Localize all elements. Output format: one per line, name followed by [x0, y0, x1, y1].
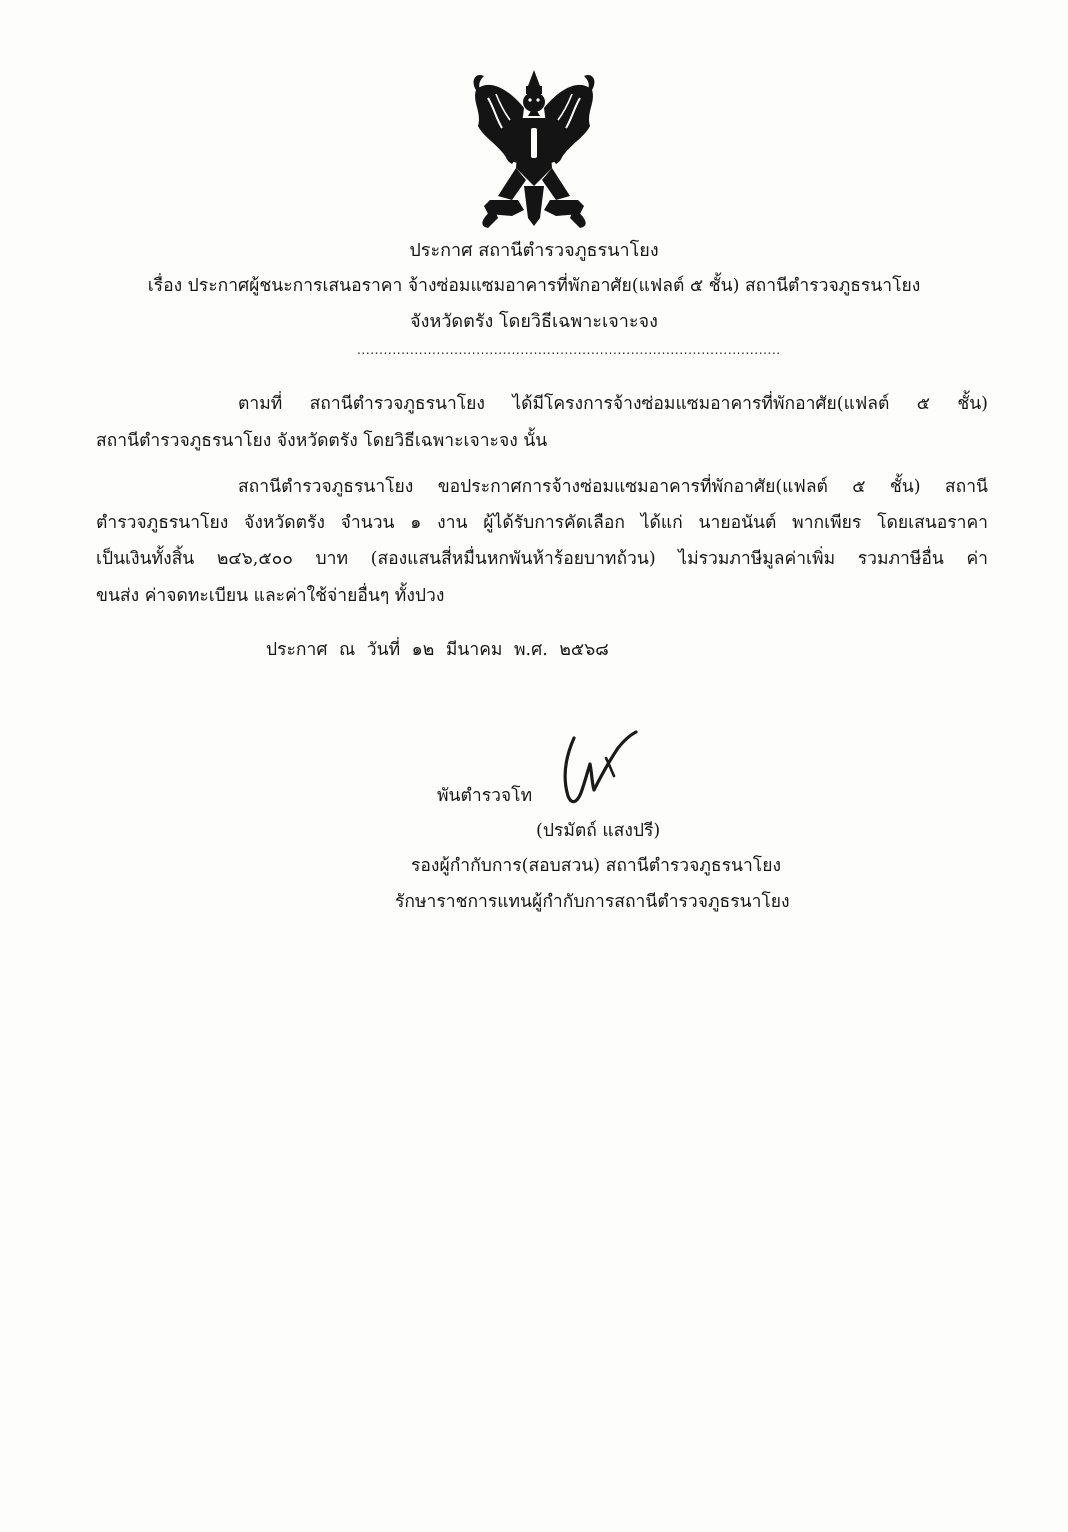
signer-position: รองผู้กำกับการ(สอบสวน) สถานีตำรวจภูธรนาโยง [411, 856, 781, 876]
handwritten-signature [560, 730, 640, 812]
announcement-subject: เรื่อง ประกาศผู้ชนะการเสนอราคา จ้างซ่อมแซมอาคารที่พักอาศัย(แฟลต์ ๕ ชั้น) สถานีตำรวจภูธรนาโยง [147, 276, 921, 296]
announcement-date: ประกาศ ณ วันที่ ๑๒ มีนาคม พ.ศ. ๒๕๖๘ [266, 640, 609, 660]
signer-name: (ปรมัตถ์ แสงปรี) [536, 821, 661, 841]
garuda-emblem-icon [468, 68, 600, 228]
paragraph2-line2: ตำรวจภูธรนาโยง จังหวัดตรัง จำนวน ๑ งาน ผู้ได้รับการคัดเลือก ได้แก่ นายอนันต์ พากเพียร โดยเสนอราคา [96, 513, 988, 533]
signer-rank: พันตำรวจโท [437, 786, 533, 806]
paragraph1-line1: ตามที่ สถานีตำรวจภูธรนาโยง ได้มีโครงการจ้างซ่อมแซมอาคารที่พักอาศัย(แฟลต์ ๕ ชั้น) [238, 394, 988, 414]
paragraph1-line2: สถานีตำรวจภูธรนาโยง จังหวัดตรัง โดยวิธีเฉพาะเจาะจง นั้น [96, 431, 548, 451]
paragraph2-line4: ขนส่ง ค่าจดทะเบียน และค่าใช้จ่ายอื่นๆ ทั้งปวง [96, 586, 445, 606]
announcement-title: ประกาศ สถานีตำรวจภูธรนาโยง [409, 240, 659, 261]
announcement-subject-continued: จังหวัดตรัง โดยวิธีเฉพาะเจาะจง [410, 311, 658, 332]
paragraph2-line1: สถานีตำรวจภูธรนาโยง ขอประกาศการจ้างซ่อมแซมอาคารที่พักอาศัย(แฟลต์ ๕ ชั้น) สถานี [238, 477, 988, 497]
dotted-separator: ................................................................................................ [357, 343, 781, 357]
paragraph2-line3: เป็นเงินทั้งสิ้น ๒๔๖,๕๐๐ บาท (สองแสนสี่หมื่นหกพันห้าร้อยบาทถ้วน) ไม่รวมภาษีมูลค่าเพิ่ม รวมภาษีอื่น ค่า [96, 549, 988, 569]
signer-acting-position: รักษาราชการแทนผู้กำกับการสถานีตำรวจภูธรนาโยง [395, 892, 790, 912]
